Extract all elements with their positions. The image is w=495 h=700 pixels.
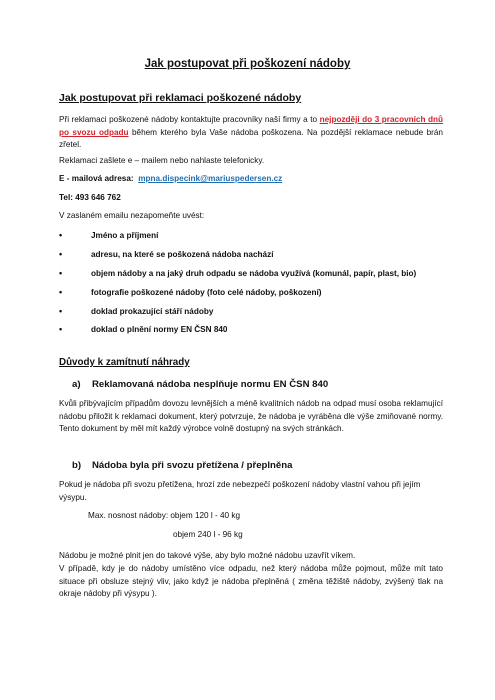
subheading-b [72, 460, 292, 471]
bullet-icon: • [59, 287, 63, 297]
fill-limit-text: Nádobu je možné plnit jen do takové výše, aby bylo možné nádobu uzavřít víkem. [59, 551, 356, 560]
overfill-paragraph: V případě, kdy je do nádoby umístěno více odpadu, než který nádoba může pojmout, může mít tato situace při obsluze stejný vliv, jako když je nádoba přeplněná ( změna těžiště nádoby, zvýšený tlak na okraje nádoby při výsypu ). [59, 564, 443, 598]
capacity-line-120: Max. nosnost nádoby: objem 120 l - 40 kg [88, 511, 241, 520]
email-line [59, 173, 443, 186]
claim-paragraph [59, 114, 443, 152]
claim-contact-text: Reklamaci zašlete e – mailem nebo nahlaste telefonicky. [59, 156, 265, 165]
list-intro: V zaslaném emailu nezapomeňte uvést: [59, 211, 205, 220]
document-page: Jak postupovat při poškození nádoby Jak postupovat při reklamaci poškozené nádoby Při reklamaci poškozené nádoby kontaktujte pracovníky naší firmy a to nejpozději do 3 pracovních dnů po svozu odpadu během kterého byla Vaše nádoba poškozena. Na pozdější reklamace nebude brán zřetel. Reklamaci zašlete e – mailem nebo nahlaste telefonicky. E - mailová adresa: mpna.dispecink@mariuspedersen.cz Tel: 493 646 762 V zaslaném emailu nezapomeňte uvést: • Jméno a příjmení • adresu, na které se poškozená nádoba nachází • objem nádoby a na jaký druh odpadu se nádoba využívá (komunál, papír, plast, bio) • fotografie poškozené nádoby (foto celé nádoby, poškození) • doklad prokazující stáří nádoby • doklad o plnění normy EN ČSN 840 Důvody k zamítnutí náhrady a) Reklamovaná nádoba nesplňuje normu EN ČSN 840 Kvůli přibývajícím případům dovozu levnějších a méně kvalitních nádob na odpad musí osoba reklamující nádobu přiložit k reklamaci dokument, který potvrzuje, že nádoba je vyráběna dle výše zmiňované normy. Tento dokument by měl mít každý výrobce volně dostupný na svých stránkách. b) Nádoba byla při svozu přetížena / přeplněna Pokud je nádoba při svozu přetížena, hrozí zde nebezpečí poškození nádoby vlastní vahou při jejím výsypu. Max. nosnost nádoby: objem 120 l - 40 kg objem 240 l - 96 kg Nádobu je možné plnit jen do takové výše, aby bylo možné nádobu uzavřít víkem. V případě, kdy je do nádoby umístěno více odpadu, než který nádoba může pojmout, může mít tato situace při obsluze stejný vliv, jako když je nádoba přeplněná ( změna těžiště nádoby, zvýšený tlak na okraje nádoby při výsypu ). [0, 0, 495, 700]
subheading-b-text: Nádoba byla při svozu přetížena / přeplněna [92, 460, 293, 471]
claim-text-after: během kterého byla Vaše nádoba poškozena. Na pozdější reklamace nebude brán zřetel. [59, 127, 443, 149]
overload-paragraph: Pokud je nádoba při svozu přetížena, hrozí zde nebezpečí poškození nádoby vlastní vahou při jejím výsypu. [59, 480, 421, 502]
email-link[interactable]: mpna.dispecink@mariuspedersen.cz [138, 174, 283, 183]
bullet-icon: • [59, 230, 63, 240]
section-heading-claim: Jak postupovat při reklamaci poškozené nádoby [59, 92, 302, 104]
subheading-a-label: a) [72, 379, 81, 390]
norm-paragraph: Kvůli přibývajícím případům dovozu levnějších a méně kvalitních nádob na odpad musí osoba reklamující nádobu přiložit k reklamaci dokument, který potvrzuje, že nádoba je vyráběna dle výše zmiňované normy. Tento dokument by měl mít každý výrobce volně dostupný na svých stránkách. [59, 399, 443, 433]
bullet-icon: • [59, 268, 63, 278]
section-heading-rejection: Důvody k zamítnutí náhrady [59, 357, 190, 368]
claim-text-before: Při reklamaci poškozené nádoby kontaktujte pracovníky naší firmy a to [59, 115, 320, 124]
claim-deadline: nejpozději do 3 pracovních dnů po svozu odpadu [59, 115, 444, 137]
page-title: Jak postupovat při poškození nádoby [144, 58, 351, 70]
bullet-icon: • [59, 324, 63, 334]
email-label: E - mailová adresa: [59, 174, 134, 183]
subheading-b-label: b) [72, 460, 82, 471]
subheading-a-text: Reklamovaná nádoba nesplňuje normu EN ČSN 840 [92, 379, 329, 390]
bullet-icon: • [59, 249, 63, 259]
capacity-line-240: objem 240 l - 96 kg [173, 530, 243, 539]
subheading-a [72, 379, 328, 390]
phone-line: Tel: 493 646 762 [59, 193, 121, 202]
bullet-icon: • [59, 306, 63, 316]
